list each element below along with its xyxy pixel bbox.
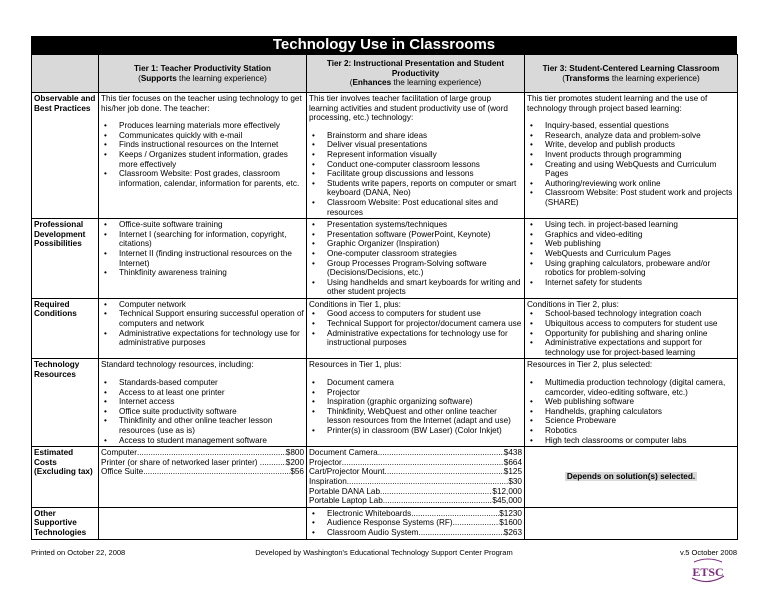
- bullet-list: [527, 309, 735, 357]
- list-item: • Web publishing software: [527, 397, 735, 407]
- required-tier-2: [307, 298, 525, 359]
- cost-item: • Electronic Whiteboards: [327, 508, 412, 518]
- resources-tier-2: [307, 359, 525, 447]
- bullet-list: [527, 220, 735, 287]
- observable-row: [32, 93, 738, 219]
- list-item: • Graphic Organizer (Inspiration): [309, 239, 522, 249]
- list-item: • Internet II (finding instructional resources on the Internet): [101, 249, 304, 268]
- resources-tier-3: [525, 359, 738, 447]
- list-item: • Graphics and video-editing: [527, 230, 735, 240]
- cost-line: [327, 518, 522, 528]
- bullet-list: [101, 300, 304, 348]
- depends-note: Depends on solution(s) selected.: [566, 472, 696, 482]
- cost-line: [309, 496, 522, 506]
- bullet-list: [309, 309, 522, 347]
- cost-item: Cart/Projector Mount: [309, 467, 385, 477]
- observable-tier-3: [525, 93, 738, 219]
- technology-resources-row: [32, 359, 738, 447]
- cost-item: Document Camera: [309, 448, 378, 458]
- cost-item: Office Suite: [101, 467, 144, 477]
- list-item: • Research, analyze data and problem-solve: [527, 131, 735, 141]
- cost-amount: $30: [508, 476, 522, 486]
- row-label-professional-development: Professional Development Possibilities: [32, 219, 99, 299]
- dot-leader: [385, 467, 504, 477]
- dot-leader: [137, 448, 286, 458]
- intro-text: This tier promotes student learning and the use of technology through project based learning:: [527, 94, 708, 113]
- cost-amount: $125: [503, 467, 522, 477]
- dot-leader: [347, 477, 509, 487]
- list-item: • Classroom Website: Post grades, classroom information, calendar, information for parents, etc.: [101, 169, 304, 188]
- list-item: • Opportunity for publishing and sharing online: [527, 329, 735, 339]
- tier-2-name: Tier 2: Instructional Presentation and Student Productivity: [326, 59, 505, 78]
- list-item: • Document camera: [309, 378, 522, 388]
- cost-item: • Classroom Audio System: [327, 527, 419, 537]
- version-label: v.5 October 2008: [680, 548, 737, 557]
- list-item: • Internet I (searching for information, copyright, citations): [101, 230, 304, 249]
- tier-2-header: [307, 55, 525, 93]
- list-item: • Technical Support ensuring successful operation of computers and network: [101, 309, 304, 328]
- cost-line: [309, 458, 522, 468]
- cost-line: [101, 467, 304, 477]
- list-item: • Classroom Website: Post educational sites and resources: [309, 198, 522, 217]
- list-item: • Invent products through programming: [527, 150, 735, 160]
- list-item: • Keeps / Organizes student information, grades more effectively: [101, 150, 304, 169]
- intro-text: Resources in Tier 1, plus:: [309, 360, 402, 370]
- dot-leader: [342, 458, 504, 468]
- cost-item: Computer: [101, 448, 137, 458]
- list-item: [309, 518, 522, 528]
- estimated-costs-row: [32, 447, 738, 508]
- list-item: • Presentation software (PowerPoint, Keynote): [309, 230, 522, 240]
- cost-line: [101, 458, 304, 468]
- cost-amount: $200: [285, 457, 304, 467]
- dot-leader: [411, 509, 499, 519]
- cost-line: [327, 528, 522, 538]
- list-item: • Using graphing calculators, probeware and/or robotics for problem-solving: [527, 259, 735, 278]
- list-item: • Ubiquitous access to computers for student use: [527, 319, 735, 329]
- intro-text: This tier focuses on the teacher using technology to get his/her job done. The teacher:: [101, 94, 302, 113]
- cost-amount: $45,000: [492, 496, 522, 506]
- list-item: • Thinkfinity and other online teacher lesson resources (use as is): [101, 416, 304, 435]
- list-item: • Administrative expectations for technology use for administrative purposes: [101, 329, 304, 348]
- observable-tier-2: [307, 93, 525, 219]
- intro-text: This tier involves teacher facilitation of large group learning activities and student productivity use of (word processing, etc.) technology:: [309, 94, 508, 123]
- cost-line: [309, 487, 522, 497]
- costs-tier-2: [307, 447, 525, 508]
- cost-amount: $56: [290, 467, 304, 477]
- list-item: • Authoring/reviewing work online: [527, 179, 735, 189]
- cost-item: • Audience Response Systems (RF): [327, 518, 453, 528]
- list-item: • Computer network: [101, 300, 304, 310]
- required-tier-1: [99, 298, 307, 359]
- list-item: • Administrative expectations for technology use for instructional purposes: [309, 329, 522, 348]
- list-item: • Access to student management software: [101, 436, 304, 446]
- cost-amount: $438: [503, 448, 522, 458]
- dot-leader: [453, 518, 500, 528]
- cost-amount: $263: [503, 527, 522, 537]
- bullet-list: [309, 509, 522, 538]
- logo-text: ETSC: [692, 565, 724, 579]
- list-item: • Classroom Website: Post student work and projects (SHARE): [527, 188, 735, 207]
- costs-tier-3: [525, 447, 738, 508]
- cost-amount: $1600: [499, 518, 522, 528]
- list-item: • WebQuests and Curriculum Pages: [527, 249, 735, 259]
- bullet-list: [527, 121, 735, 207]
- cost-item: Portable Laptop Lab: [309, 496, 383, 506]
- list-item: • School-based technology integration coach: [527, 309, 735, 319]
- corner-cell: [32, 55, 99, 93]
- tier-2-subtitle: (Enhances the learning experience): [349, 78, 482, 88]
- list-item: • Thinkfinity awareness training: [101, 268, 304, 278]
- cost-amount: $664: [503, 457, 522, 467]
- dot-leader: [380, 487, 492, 497]
- page-title: Technology Use in Classrooms: [31, 36, 737, 54]
- list-item: • Access to at least one printer: [101, 388, 304, 398]
- list-item: • Produces learning materials more effectively: [101, 121, 304, 131]
- tier-1-header: [99, 55, 307, 93]
- list-item: • Handhelds, graphing calculators: [527, 407, 735, 417]
- dot-leader: [264, 458, 285, 468]
- list-item: [309, 528, 522, 538]
- developed-by: Developed by Washington's Educational Technology Support Center Program: [255, 548, 513, 557]
- list-item: • Internet access: [101, 397, 304, 407]
- required-tier-3: [525, 298, 738, 359]
- cost-line: [101, 448, 304, 458]
- list-item: • Web publishing: [527, 239, 735, 249]
- cost-line: [309, 467, 522, 477]
- list-item: • One-computer classroom strategies: [309, 249, 522, 259]
- tier-1-subtitle: (Supports the learning experience): [138, 73, 267, 83]
- bullet-list: [527, 378, 735, 445]
- list-item: • Facilitate group discussions and lessons: [309, 169, 522, 179]
- tier-3-name: Tier 3: Student-Centered Learning Classroom: [542, 63, 720, 73]
- other-tier-1: [99, 507, 307, 539]
- list-item: • Presentation systems/techniques: [309, 220, 522, 230]
- professional-development-row: [32, 219, 738, 299]
- pd-tier-1: [99, 219, 307, 299]
- row-label-other-technologies: Other Supportive Technologies: [32, 507, 99, 539]
- tier-1-name: Tier 1: Teacher Productivity Station: [133, 63, 272, 73]
- list-item: • Conduct one-computer classroom lessons: [309, 160, 522, 170]
- cost-item: Portable DANA Lab: [309, 486, 381, 496]
- etsc-logo-icon: [688, 556, 728, 586]
- cost-amount: $12,000: [492, 486, 522, 496]
- bullet-list: [309, 378, 522, 436]
- bullet-list: [101, 378, 304, 445]
- list-item: • Write, develop and publish products: [527, 140, 735, 150]
- list-item: • Projector: [309, 388, 522, 398]
- list-item: • Brainstorm and share ideas: [309, 131, 522, 141]
- cost-line: [327, 509, 522, 519]
- cost-line: [309, 477, 522, 487]
- pd-tier-3: [525, 219, 738, 299]
- document-sheet: [31, 36, 737, 540]
- pd-tier-2: [307, 219, 525, 299]
- resources-tier-1: [99, 359, 307, 447]
- intro-text: Conditions in Tier 1, plus:: [309, 299, 401, 309]
- list-item: [309, 509, 522, 519]
- list-item: • Multimedia production technology (digital camera, camcorder, video-editing software, etc.): [527, 378, 735, 397]
- other-tier-2: [307, 507, 525, 539]
- cost-item: Printer (or share of networked laser printer) ..: [101, 457, 265, 467]
- costs-tier-1: [99, 447, 307, 508]
- printed-date: Printed on October 22, 2008: [31, 548, 126, 557]
- cost-list: [309, 448, 522, 506]
- list-item: • Students write papers, reports on computer or smart keyboard (DANA, Neo): [309, 179, 522, 198]
- list-item: • Standards-based computer: [101, 378, 304, 388]
- list-item: • Using tech. in project-based learning: [527, 220, 735, 230]
- row-label-technology-resources: Technology Resources: [32, 359, 99, 447]
- cost-line: [309, 448, 522, 458]
- bullet-list: [309, 131, 522, 217]
- bullet-list: [101, 220, 304, 278]
- cost-item: Projector: [309, 457, 342, 467]
- cost-amount: $800: [285, 448, 304, 458]
- intro-text: Resources in Tier 2, plus selected:: [527, 360, 653, 370]
- technology-tiers-table: [31, 54, 738, 540]
- observable-tier-1: [99, 93, 307, 219]
- intro-text: Standard technology resources, including:: [101, 360, 254, 370]
- tier-header-row: [32, 55, 738, 93]
- list-item: • Group Processes Program-Solving software (Decisions/Decisions, etc.): [309, 259, 522, 278]
- dot-leader: [143, 467, 290, 477]
- bullet-list: [309, 220, 522, 297]
- list-item: • Printer(s) in classroom (BW Laser) (Color Inkjet): [309, 426, 522, 436]
- list-item: • Finds instructional resources on the Internet: [101, 140, 304, 150]
- intro-text: Conditions in Tier 2, plus:: [527, 299, 619, 309]
- list-item: • Robotics: [527, 426, 735, 436]
- bullet-list: [101, 121, 304, 188]
- dot-leader: [378, 448, 504, 458]
- list-item: • Science Probeware: [527, 416, 735, 426]
- list-item: • Communicates quickly with e-mail: [101, 131, 304, 141]
- other-technologies-row: [32, 507, 738, 539]
- list-item: • Technical Support for projector/document camera use: [309, 319, 522, 329]
- list-item: • Deliver visual presentations: [309, 140, 522, 150]
- dot-leader: [383, 496, 493, 506]
- other-tier-3: [525, 507, 738, 539]
- list-item: • Using handhelds and smart keyboards for writing and other student projects: [309, 278, 522, 297]
- list-item: • Inspiration (graphic organizing software): [309, 397, 522, 407]
- list-item: • Thinkfinity, WebQuest and other online teacher lesson resources from the Internet (adapt and use): [309, 407, 522, 426]
- row-label-required-conditions: Required Conditions: [32, 298, 99, 359]
- dot-leader: [418, 528, 503, 538]
- required-conditions-row: [32, 298, 738, 359]
- tier-3-header: [525, 55, 738, 93]
- list-item: • Good access to computers for student use: [309, 309, 522, 319]
- tier-3-subtitle: (Transforms the learning experience): [562, 73, 700, 83]
- list-item: • Office suite productivity software: [101, 407, 304, 417]
- list-item: • Administrative expectations and support for technology use for project-based learning: [527, 338, 735, 357]
- list-item: • Internet safety for students: [527, 278, 735, 288]
- list-item: • Inquiry-based, essential questions: [527, 121, 735, 131]
- cost-item: Inspiration: [309, 476, 347, 486]
- cost-list: [101, 448, 304, 477]
- list-item: • Creating and using WebQuests and Curriculum Pages: [527, 160, 735, 179]
- row-label-estimated-costs: Estimated Costs (Excluding tax): [32, 447, 99, 508]
- list-item: • Office-suite software training: [101, 220, 304, 230]
- list-item: • Represent information visually: [309, 150, 522, 160]
- list-item: • High tech classrooms or computer labs: [527, 436, 735, 446]
- cost-amount: $1230: [499, 508, 522, 518]
- row-label-observable: Observable and Best Practices: [32, 93, 99, 219]
